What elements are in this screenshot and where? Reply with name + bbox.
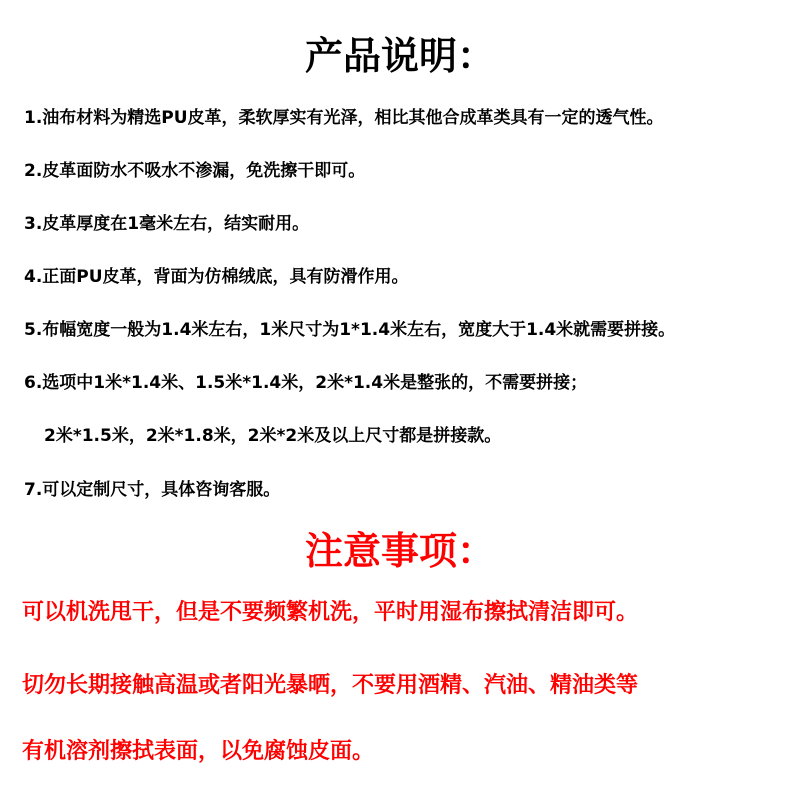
description-item-6: 6.选项中1米*1.4米、1.5米*1.4米，2米*1.4米是整张的，不需要拼接； bbox=[24, 373, 588, 393]
notice-title: 注意事项： bbox=[304, 529, 495, 573]
description-item-6-continued: 2米*1.5米，2米*1.8米，2米*2米及以上尺寸都是拼接款。 bbox=[44, 426, 502, 446]
product-description-title: 产品说明： bbox=[304, 34, 495, 78]
description-item-5: 5.布幅宽度一般为1.4米左右，1米尺寸为1*1.4米左右，宽度大于1.4米就需要拼接。 bbox=[24, 320, 676, 340]
description-item-7: 7.可以定制尺寸，具体咨询客服。 bbox=[24, 480, 281, 500]
description-item-4: 4.正面PU皮革，背面为仿棉绒底，具有防滑作用。 bbox=[24, 267, 409, 287]
notice-line-2: 切勿长期接触高温或者阳光暴晒，不要用酒精、汽油、精油类等 bbox=[22, 673, 639, 698]
notice-line-3: 有机溶剂擦拭表面，以免腐蚀皮面。 bbox=[22, 739, 375, 764]
notice-line-1: 可以机洗甩干，但是不要频繁机洗，平时用湿布擦拭清洁即可。 bbox=[22, 600, 639, 625]
description-item-1: 1.油布材料为精选PU皮革，柔软厚实有光泽，相比其他合成革类具有一定的透气性。 bbox=[24, 108, 664, 128]
description-item-3: 3.皮革厚度在1毫米左右，结实耐用。 bbox=[24, 214, 310, 234]
description-item-2: 2.皮革面防水不吸水不渗漏，免洗擦干即可。 bbox=[24, 161, 366, 181]
